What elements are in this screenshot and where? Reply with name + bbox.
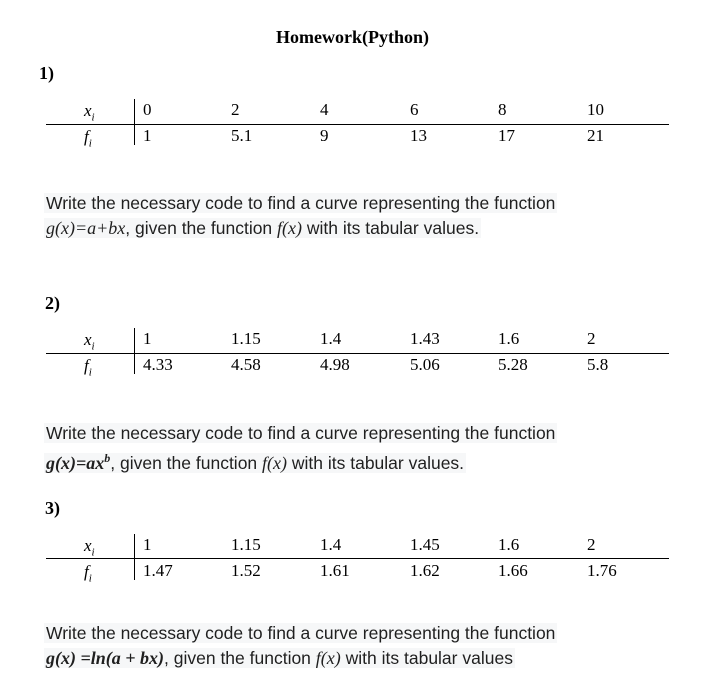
question-3-text <box>44 621 557 671</box>
x-row-label: $x_i$ <box>84 536 95 559</box>
f-cell: 4.58 <box>231 355 261 374</box>
f-row-label: $f_i$ <box>84 562 92 585</box>
question-2-table <box>46 326 669 382</box>
x-cell: 1.15 <box>231 535 261 554</box>
question-3-line-1: Write the necessary code to find a curve representing the function <box>46 623 556 643</box>
table-rule <box>46 558 669 559</box>
x-cell: 6 <box>410 100 419 119</box>
x-cell: 10 <box>587 100 604 119</box>
x-cell: 8 <box>498 100 507 119</box>
x-cell: 0 <box>143 100 152 119</box>
f-cell: 4.98 <box>320 355 350 374</box>
x-row-label: $x_i$ <box>84 330 95 353</box>
f-cell: 9 <box>320 126 329 145</box>
x-cell: 2 <box>231 100 240 119</box>
x-cell: 1.4 <box>320 535 342 554</box>
f-cell: 1.61 <box>320 561 350 580</box>
x-row-label: $x_i$ <box>84 101 95 124</box>
table-divider <box>134 99 135 145</box>
table-divider <box>134 328 135 374</box>
f-cell: 5.28 <box>498 355 528 374</box>
question-2-line-1: Write the necessary code to find a curve representing the function <box>46 423 556 443</box>
f-cell: 1.66 <box>498 561 528 580</box>
x-cell: 1 <box>143 535 152 554</box>
question-3-table <box>46 532 669 588</box>
f-cell: 17 <box>498 126 515 145</box>
f-row-label: $f_i$ <box>84 356 92 379</box>
x-cell: 1.15 <box>231 329 261 348</box>
f-cell: 5.8 <box>587 355 609 374</box>
f-cell: 1 <box>143 126 152 145</box>
table-rule <box>46 124 669 125</box>
question-1-table <box>46 97 669 153</box>
x-cell: 2 <box>587 535 596 554</box>
f-cell: 21 <box>587 126 604 145</box>
f-cell: 5.06 <box>410 355 440 374</box>
question-1-number: 1) <box>39 63 54 83</box>
f-cell: 1.47 <box>143 561 173 580</box>
question-2-number: 2) <box>45 293 60 313</box>
x-cell: 1.4 <box>320 329 342 348</box>
table-rule <box>46 353 669 354</box>
page-title: Homework(Python) <box>276 27 429 47</box>
x-cell: 1.6 <box>498 329 520 348</box>
x-cell: 1.6 <box>498 535 520 554</box>
f-cell: 1.76 <box>587 561 617 580</box>
question-1-text <box>44 191 557 241</box>
x-cell: 2 <box>587 329 596 348</box>
question-2-line-2: $g(x)=ax^b$, given the function f(x) with its tabular values. <box>46 451 465 473</box>
x-cell: 4 <box>320 100 329 119</box>
question-3-number: 3) <box>45 498 60 518</box>
question-3-line-2: g(x) =ln(a + bx), given the function f(x) with its tabular values <box>46 648 513 668</box>
x-cell: 1 <box>143 329 152 348</box>
x-cell: 1.45 <box>410 535 440 554</box>
table-divider <box>134 534 135 580</box>
question-1-line-1: Write the necessary code to find a curve representing the function <box>46 193 556 213</box>
question-2-text <box>44 421 557 476</box>
f-cell: 5.1 <box>231 126 253 145</box>
question-1-line-2: g(x)=a+bx, given the function f(x) with its tabular values. <box>46 218 480 238</box>
f-cell: 13 <box>410 126 427 145</box>
x-cell: 1.43 <box>410 329 440 348</box>
f-cell: 4.33 <box>143 355 173 374</box>
f-row-label: $f_i$ <box>84 127 92 150</box>
f-cell: 1.62 <box>410 561 440 580</box>
f-cell: 1.52 <box>231 561 261 580</box>
